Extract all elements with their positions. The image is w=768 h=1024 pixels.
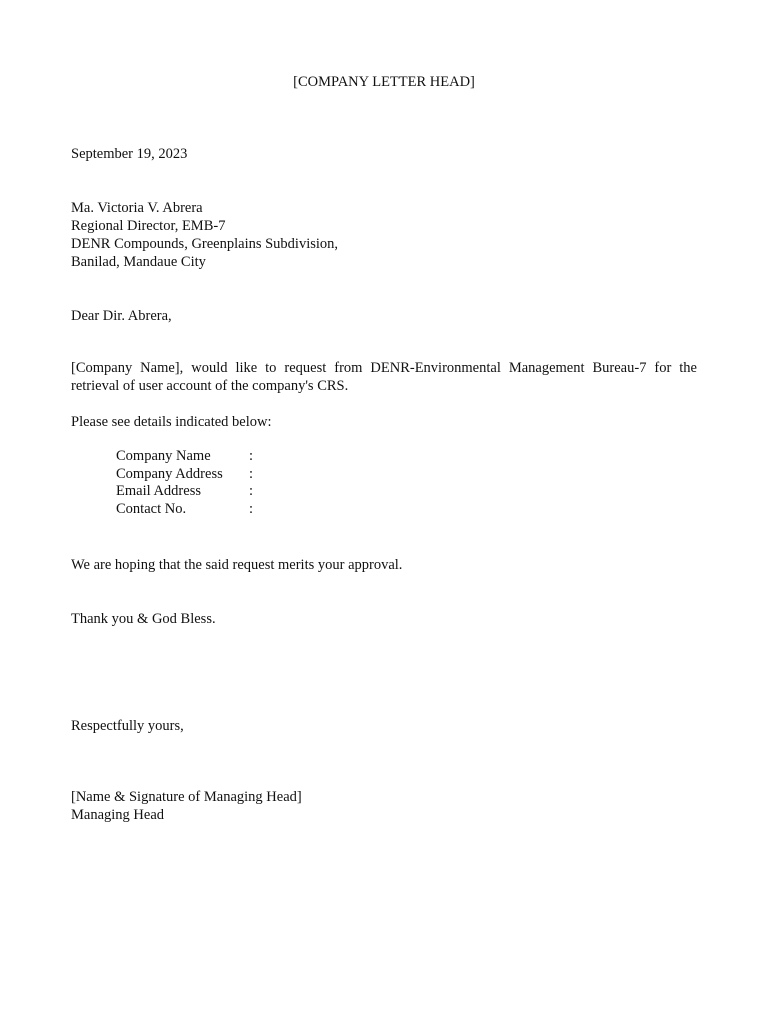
recipient-address-line1: DENR Compounds, Greenplains Subdivision, xyxy=(71,236,339,252)
detail-label: Email Address xyxy=(116,483,201,499)
thanks-line: Thank you & God Bless. xyxy=(71,611,216,627)
detail-label: Contact No. xyxy=(116,500,187,517)
company-letterhead: [COMPANY LETTER HEAD] xyxy=(293,74,475,90)
signature-name-placeholder: [Name & Signature of Managing Head] xyxy=(71,789,302,805)
details-intro: Please see details indicated below: xyxy=(71,414,272,430)
body-paragraph-request: [Company Name], would like to request from DENR-Environmental Management Bureau-7 for the retrieval of user account of the company's CRS. xyxy=(71,360,697,394)
detail-row-company-name xyxy=(116,448,259,466)
closing: Respectfully yours, xyxy=(71,718,184,734)
detail-row-contact-no xyxy=(116,501,259,519)
detail-separator: : xyxy=(249,448,254,464)
recipient-address-line2: Banilad, Mandaue City xyxy=(71,254,206,270)
signature-position: Managing Head xyxy=(71,807,165,823)
detail-row-company-address xyxy=(116,466,259,484)
detail-label: Company Name xyxy=(116,448,211,464)
salutation: Dear Dir. Abrera, xyxy=(71,308,172,324)
recipient-title: Regional Director, EMB-7 xyxy=(71,218,226,234)
body-paragraph-approval: We are hoping that the said request merits your approval. xyxy=(71,557,403,573)
detail-label: Company Address xyxy=(116,465,223,482)
letter-date: September 19, 2023 xyxy=(71,146,188,162)
details-list xyxy=(116,448,259,518)
detail-separator: : xyxy=(249,500,254,517)
detail-separator: : xyxy=(249,465,254,482)
recipient-name: Ma. Victoria V. Abrera xyxy=(71,200,203,216)
detail-row-email-address xyxy=(116,483,259,501)
detail-separator: : xyxy=(249,483,254,499)
